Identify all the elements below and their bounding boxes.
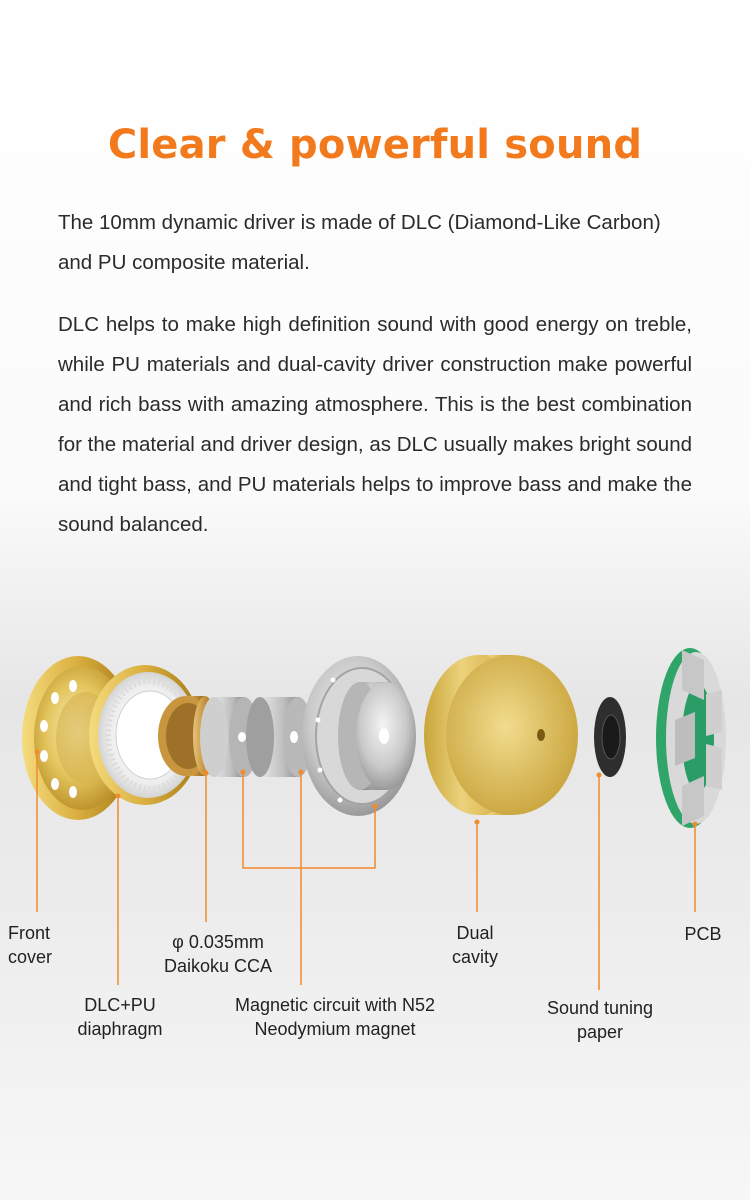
dual-cavity-part — [424, 655, 578, 815]
label-diaphragm — [60, 993, 180, 1041]
label-line: Neodymium magnet — [254, 1019, 416, 1039]
label-line: diaphragm — [77, 1019, 163, 1039]
label-line: paper — [576, 1022, 624, 1042]
label-line: φ 0.035mm — [172, 932, 264, 952]
label-cavity — [430, 921, 520, 969]
label-pcb — [670, 922, 736, 946]
label-magnet — [205, 993, 465, 1041]
magnet-frame-part — [302, 656, 416, 816]
label-tuning-paper — [530, 996, 670, 1044]
intro-paragraph: The 10mm dynamic driver is made of DLC (Diamond-Like Carbon) and PU composite material. — [58, 211, 661, 274]
label-line: Sound tuning — [546, 998, 654, 1018]
label-line: DLC+PU — [84, 995, 156, 1015]
pcb-part — [656, 648, 726, 828]
page-title: Clear & powerful sound — [107, 122, 643, 168]
label-line: cavity — [451, 947, 498, 967]
label-line: Dual — [456, 923, 494, 943]
label-front-cover — [8, 921, 76, 969]
description-paragraph: DLC helps to make high definition sound with good energy on treble, while PU materials and dual-cavity driver construction make powerful and rich bass with amazing atmosphere. This is the best combination for the material and driver design, as DLC usually makes bright sound and tight bass, and PU materials helps to improve bass and make the sound balanced. — [58, 313, 692, 536]
label-line: Daikoku CCA — [163, 956, 273, 976]
label-coil — [148, 930, 288, 978]
label-line: Magnetic circuit with N52 — [234, 995, 436, 1015]
label-line: cover — [8, 947, 53, 967]
label-line: Front — [8, 923, 51, 943]
tuning-paper-part — [594, 697, 626, 777]
label-line: PCB — [684, 924, 722, 944]
